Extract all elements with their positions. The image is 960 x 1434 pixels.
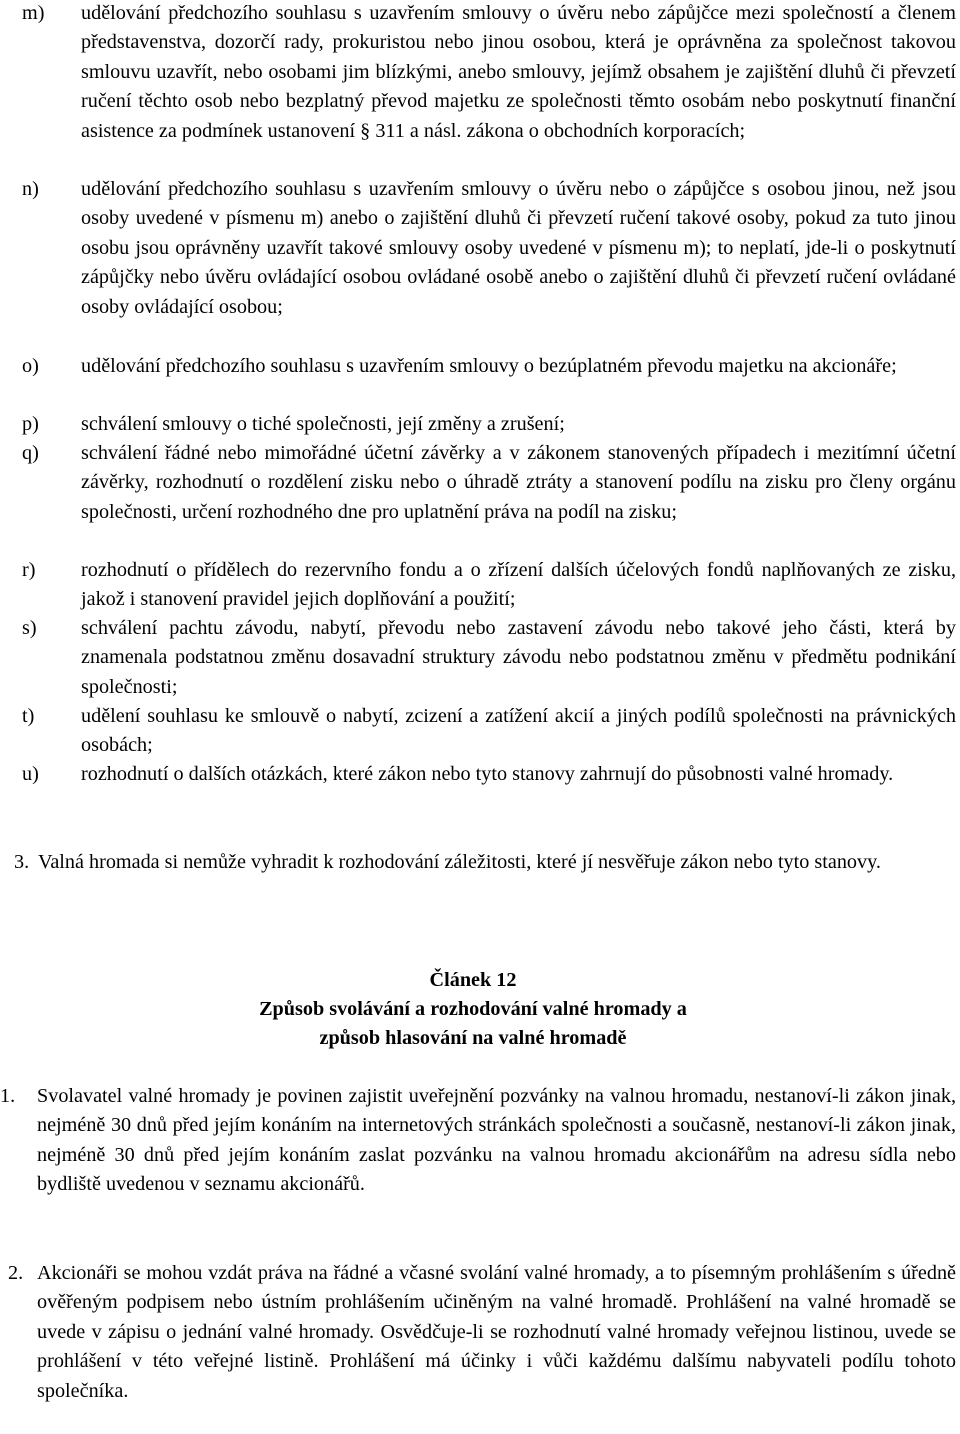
point-text: Svolavatel valné hromady je povinen zajistit uveřejnění pozvánky na valnou hromadu, nestanoví-li zákon jinak, nejméně 30 dnů před jejím konáním na internetových stránkách společnosti a současně, nestanoví-li zákon jinak, nejméně 30 dnů před jejím konáním zaslat pozvánku na valnou hromadu akcionářům na adresu sídla nebo bydliště uvedenou v seznamu akcionářů. [37, 1085, 956, 1196]
list-item-m [22, 0, 956, 146]
list-item-text: schválení smlouvy o tiché společnosti, její změny a zrušení; [81, 413, 565, 435]
list-marker: u) [22, 763, 39, 785]
list-marker: r) [22, 559, 36, 581]
point-3 [14, 848, 956, 877]
list-item-t [22, 702, 956, 761]
list-marker: p) [22, 413, 39, 435]
list-item-o [22, 352, 956, 381]
article-title-line-2: způsob hlasování na valné hromadě [319, 1027, 627, 1049]
point-marker: 2. [8, 1262, 24, 1284]
list-marker: t) [22, 705, 35, 727]
point-2 [8, 1259, 956, 1406]
list-item-r [22, 556, 956, 615]
list-marker: m) [22, 2, 45, 24]
list-marker: s) [22, 617, 37, 639]
list-item-s [22, 614, 956, 702]
point-text: Valná hromada si nemůže vyhradit k rozhodování záležitosti, které jí nesvěřuje zákon nebo tyto stanovy. [38, 851, 881, 873]
list-marker: o) [22, 355, 39, 377]
list-item-text: udělování předchozího souhlasu s uzavřením smlouvy o bezúplatném převodu majetku na akcionáře; [81, 355, 897, 377]
list-item-text: udělování předchozího souhlasu s uzavřením smlouvy o úvěru nebo o zápůjčce s osobou jinou, než jsou osoby uvedené v písmenu m) anebo o zajištění dluhů či převzetí ručení takové osoby, pokud za tuto jinou osobu jsou oprávněny uzavřít takové smlouvy osoby uvedené v písmenu m); to neplatí, jde-li o poskytnutí zápůjčky nebo úvěru ovládající osobou ovládané osobě anebo o zajištění dluhů či převzetí ručení ovládané osoby ovládající osobou; [81, 178, 956, 318]
list-item-u [22, 760, 956, 789]
article-number: Článek 12 [429, 969, 517, 991]
list-item-text: udělování předchozího souhlasu s uzavřením smlouvy o úvěru nebo zápůjčce mezi společností a členem představenstva, dozorčí rady, prokuristou nebo jinou osobou, která je oprávněna za společnost takovou smlouvu uzavřít, nebo osobami jim blízkými, anebo smlouvy, jejímž obsahem je zajištění dluhů či převzetí ručení těchto osob nebo bezplatný převod majetku ze společnosti těmto osobám nebo poskytnutí finanční asistence za podmínek ustanovení § 311 a násl. zákona o obchodních korporacích; [81, 2, 956, 142]
article-title-line-1: Způsob svolávání a rozhodování valné hromady a [259, 998, 687, 1020]
list-item-text: rozhodnutí o dalších otázkách, které zákon nebo tyto stanovy zahrnují do působnosti valné hromady. [81, 763, 894, 785]
point-text: Akcionáři se mohou vzdát práva na řádné a včasné svolání valné hromady, a to písemným prohlášením s úředně ověřeným podpisem nebo ústním prohlášením učiněným na valné hromadě. Prohlášení na valné hromadě se uvede v zápisu o jednání valné hromady. Osvědčuje-li se rozhodnutí valné hromady veřejnou listinou, uvede se prohlášení v této veřejné listině. Prohlášení má účinky i vůči každému dalšímu nabyvateli podílu tohoto společníka. [37, 1262, 956, 1402]
list-marker: n) [22, 178, 39, 200]
point-1 [0, 1082, 956, 1200]
list-item-text: schválení řádné nebo mimořádné účetní závěrky a v zákonem stanovených případech i mezitímní účetní závěrky, rozhodnutí o rozdělení zisku nebo o úhradě ztráty a stanovení podílu na zisku pro členy orgánu společnosti, určení rozhodného dne pro uplatnění práva na podíl na zisku; [81, 442, 956, 523]
list-marker: q) [22, 442, 39, 464]
list-item-text: udělení souhlasu ke smlouvě o nabytí, zcizení a zatížení akcií a jiných podílů společnosti na právnických osobách; [81, 705, 956, 757]
list-item-text: schválení pachtu závodu, nabytí, převodu nebo zastavení závodu nebo takové jeho části, která by znamenala podstatnou změnu dosavadní struktury závodu nebo podstatnou změnu v předmětu podnikání společnosti; [81, 617, 956, 698]
list-item-q [22, 439, 956, 527]
point-marker: 1. [0, 1085, 16, 1107]
point-marker: 3. [14, 851, 30, 873]
list-item-n [22, 175, 956, 322]
list-item-p [22, 410, 956, 439]
list-item-text: rozhodnutí o přídělech do rezervního fondu a o zřízení dalších účelových fondů naplňovaných ze zisku, jakož i stanovení pravidel jejich doplňování a použití; [81, 559, 956, 611]
